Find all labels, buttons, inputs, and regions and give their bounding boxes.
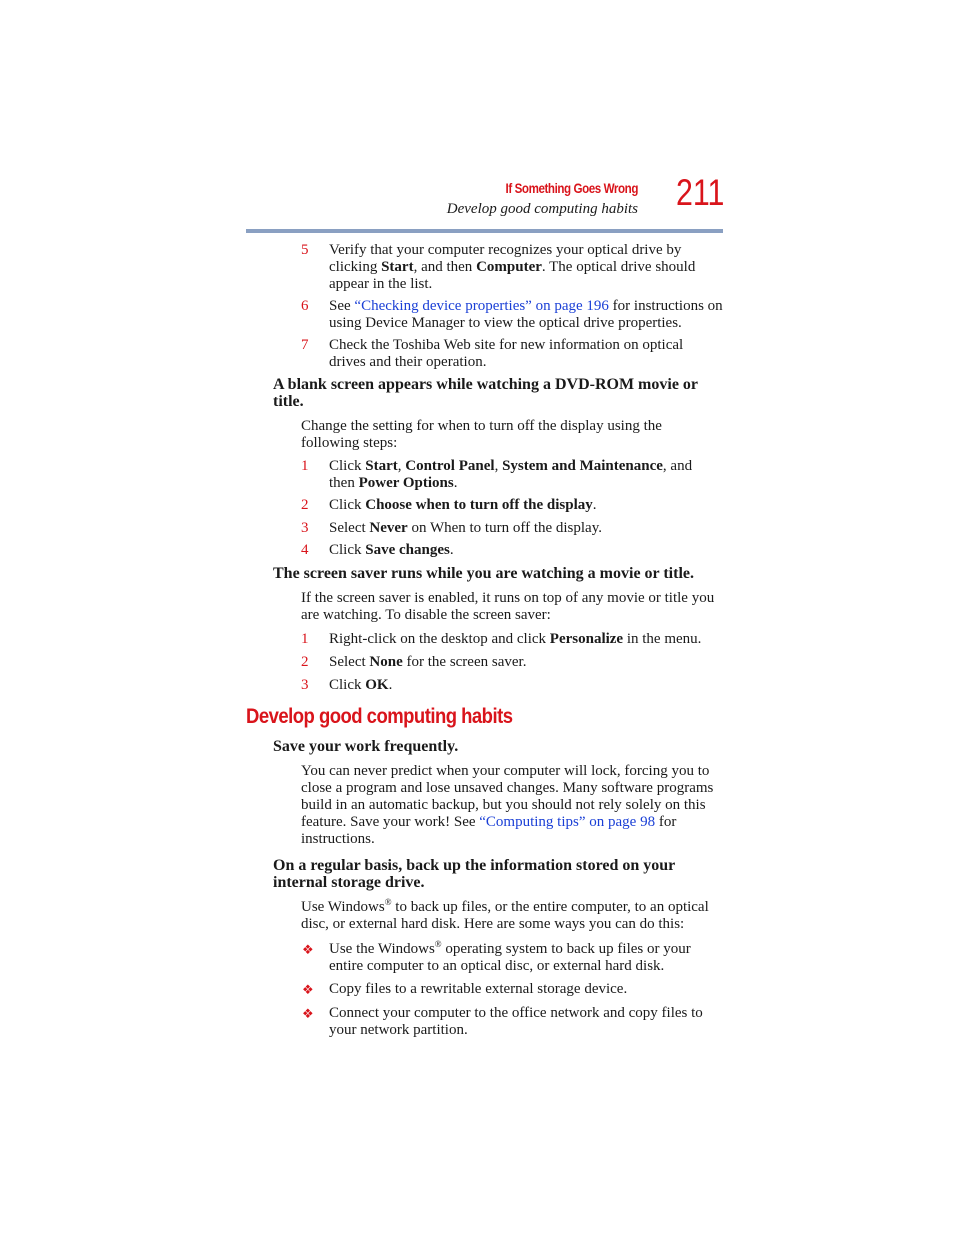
paragraph: Change the setting for when to turn off the display using the following steps:: [301, 418, 662, 451]
step-number: 1: [301, 631, 309, 647]
subheading-save-work: Save your work frequently.: [273, 738, 459, 755]
running-header-section: Develop good computing habits: [446, 201, 638, 217]
step-number: 2: [301, 497, 309, 513]
paragraph: Use Windows® to back up files, or the entire computer, to an optical disc, or external hard disk. Here are some ways you can do this:: [301, 897, 709, 932]
step-number: 3: [301, 677, 309, 693]
bullet-text: Connect your computer to the office network and copy files to your network partition.: [329, 1005, 703, 1038]
step-text: Verify that your computer recognizes your optical drive by clicking Start, and then Computer. The optical drive should appear in the list.: [329, 242, 696, 292]
running-header-chapter: If Something Goes Wrong: [505, 181, 638, 196]
subheading-blank-screen: A blank screen appears while watching a DVD-ROM movie or title.: [273, 376, 698, 410]
step-text: Right-click on the desktop and click Personalize in the menu.: [329, 631, 702, 647]
link-computing-tips[interactable]: “Computing tips” on page 98: [479, 814, 656, 830]
step-number: 5: [301, 242, 309, 258]
step-number: 7: [301, 337, 309, 353]
bullet-text: Use the Windows® operating system to back up files or your entire computer to an optical disc, or external hard disk.: [329, 939, 691, 974]
step-number: 4: [301, 542, 309, 558]
paragraph: You can never predict when your computer will lock, forcing you to close a program and lose unsaved changes. Many software programs build in an automatic backup, but you should not rely solely on this feature. Save your work! See “Computing tips” on page 98 for instructions.: [301, 763, 714, 847]
step-text: Select None for the screen saver.: [329, 654, 527, 670]
step-text: Check the Toshiba Web site for new information on optical drives and their operation.: [329, 337, 684, 370]
step-number: 2: [301, 654, 309, 670]
step-text: Click Choose when to turn off the display.: [329, 497, 597, 513]
bullet-text: Copy files to a rewritable external storage device.: [329, 981, 628, 997]
bullet-icon: ❖: [302, 982, 314, 997]
step-text: Click OK.: [329, 677, 393, 693]
step-number: 3: [301, 520, 309, 536]
header-rule: [246, 229, 723, 233]
step-number: 6: [301, 298, 309, 314]
link-checking-device-properties[interactable]: “Checking device properties” on page 196: [354, 298, 609, 314]
subheading-screen-saver: The screen saver runs while you are watching a movie or title.: [273, 565, 694, 582]
subheading-backup: On a regular basis, back up the information stored on your internal storage drive.: [273, 857, 675, 891]
paragraph: If the screen saver is enabled, it runs on top of any movie or title you are watching. To disable the screen saver:: [301, 590, 715, 623]
step-text: Click Start, Control Panel, System and Maintenance, and then Power Options.: [329, 458, 693, 491]
step-text: See “Checking device properties” on page 196 for instructions on using Device Manager to view the optical drive properties.: [329, 298, 723, 331]
step-text: Click Save changes.: [329, 542, 454, 558]
section-heading: Develop good computing habits: [246, 704, 513, 728]
bullet-icon: ❖: [302, 1006, 314, 1021]
page-number: 211: [676, 172, 725, 213]
bullet-icon: ❖: [302, 942, 314, 957]
step-text: Select Never on When to turn off the display.: [329, 520, 602, 536]
step-number: 1: [301, 458, 309, 474]
